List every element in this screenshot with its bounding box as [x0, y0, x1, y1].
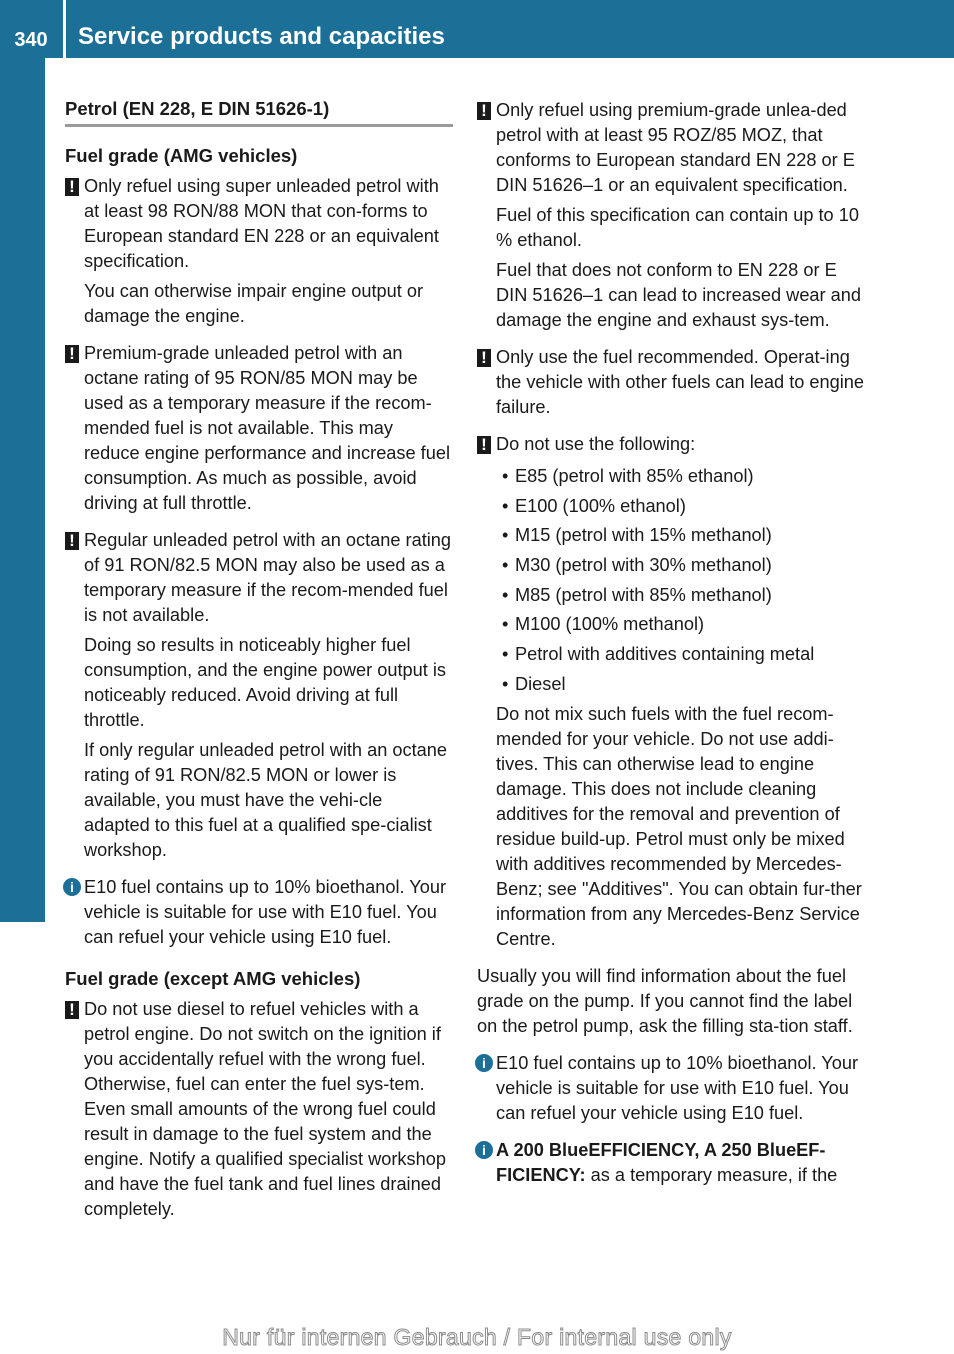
body-paragraph: Usually you will find information about the fuel grade on the pump. If you cannot find the label on the petrol pump, ask the filling sta-tion staff.	[477, 965, 853, 1036]
side-tab-label: Technical data	[9, 679, 39, 858]
note-text: Fuel that does not conform to EN 228 or E DIN 51626–1 can lead to increased wear and damage the engine and exhaust sys-tem.	[496, 260, 862, 330]
list-item: • M100 (100% methanol)	[496, 612, 869, 637]
info-icon	[475, 1141, 493, 1159]
warning-note	[477, 98, 869, 333]
info-note	[477, 1051, 869, 1126]
note-text: E10 fuel contains up to 10% bioethanol. Your vehicle is suitable for use with E10 fuel. You can refuel your vehicle using E10 fuel.	[496, 1052, 859, 1123]
list-item: • Diesel	[496, 672, 869, 697]
list-item: • M15 (petrol with 15% methanol)	[496, 523, 869, 548]
note-text: Doing so results in noticeably higher fuel consumption, and the engine power output is noticeably reduced. Avoid driving at full throttle.	[84, 635, 446, 730]
note-text: Only use the fuel recommended. Operat-ing the vehicle with other fuels can lead to engine failure.	[496, 347, 865, 417]
prohibited-fuels-list	[496, 464, 869, 697]
amg-fuel-grade-heading: Fuel grade (AMG vehicles)	[65, 145, 298, 166]
note-text: Only refuel using premium-grade unlea-ded petrol with at least 95 ROZ/85 MOZ, that conforms to European standard EN 228 or E DIN 51626–1 or an equivalent specification.	[496, 100, 855, 195]
list-item: • M30 (petrol with 30% methanol)	[496, 553, 869, 578]
note-text: You can otherwise impair engine output or damage the engine.	[84, 281, 424, 326]
warning-icon	[65, 345, 79, 363]
info-note	[477, 1138, 869, 1188]
header-divider	[63, 0, 66, 58]
page-number: 340	[14, 29, 48, 51]
right-column	[477, 98, 869, 1200]
warning-icon	[477, 349, 491, 367]
page-header	[0, 0, 954, 58]
list-item: • E100 (100% ethanol)	[496, 494, 869, 519]
info-icon	[475, 1054, 493, 1072]
warning-note	[65, 174, 453, 329]
note-text: Do not use the following:	[496, 434, 696, 454]
warning-icon	[477, 102, 491, 120]
note-text	[496, 1138, 869, 1188]
warning-icon	[477, 436, 491, 454]
note-text: Do not mix such fuels with the fuel recom-mended for your vehicle. Do not use addi-tives. This can otherwise lead to engine damage. This does not include cleaning additives for the removal and prevention of residue build-up. Petrol must only be mixed with additives recommended by Mercedes-Benz; see "Additives". You can obtain fur-ther information from any Mercedes-Benz Service Centre.	[496, 703, 862, 949]
warning-note	[477, 345, 869, 420]
note-text: Premium-grade unleaded petrol with an octane rating of 95 RON/85 MON may be used as a temporary measure if the recom-mended fuel is not available. This may reduce engine performance and increase fuel consumption. As much as possible, avoid driving at full throttle.	[84, 343, 451, 513]
note-text: Do not use diesel to refuel vehicles with a petrol engine. Do not switch on the ignition if you accidentally refuel with the wrong fuel. Otherwise, fuel can enter the fuel sys-tem. Even small amounts of the wrong fuel could result in damage to the fuel system and the engine. Notify a qualified specialist workshop and have the fuel tank and fuel lines drained completely.	[84, 999, 446, 1219]
list-item: • Petrol with additives containing metal	[496, 642, 869, 667]
note-text: Fuel of this specification can contain up to 10 % ethanol.	[496, 205, 859, 250]
model-label: A 200 BlueEFFICIENCY, A 250 BlueEF-FICIENCY:	[496, 1139, 826, 1185]
warning-note	[65, 997, 453, 1222]
internal-use-watermark: Nur für internen Gebrauch / For internal use only	[222, 1324, 732, 1350]
info-icon	[63, 878, 81, 896]
warning-note	[65, 528, 453, 863]
non-amg-fuel-grade-heading: Fuel grade (except AMG vehicles)	[65, 968, 361, 989]
warning-icon	[65, 532, 79, 550]
page-title: Service products and capacities	[78, 23, 445, 50]
left-column	[65, 96, 453, 1234]
list-item: • E85 (petrol with 85% ethanol)	[496, 464, 869, 489]
note-text: E10 fuel contains up to 10% bioethanol. Your vehicle is suitable for use with E10 fuel. You can refuel your vehicle using E10 fuel.	[84, 877, 447, 947]
section-heading: Petrol (EN 228, E DIN 51626-1)	[65, 96, 453, 127]
warning-note	[477, 432, 869, 952]
list-item: • M85 (petrol with 85% methanol)	[496, 583, 869, 608]
info-note	[65, 875, 453, 950]
warning-icon	[65, 1001, 79, 1019]
note-text: Only refuel using super unleaded petrol with at least 98 RON/88 MON that con-forms to European standard EN 228 or an equivalent specification.	[84, 176, 439, 271]
warning-note	[65, 341, 453, 516]
note-text: Regular unleaded petrol with an octane rating of 91 RON/82.5 MON may also be used as a temporary measure if the recom-mended fuel is not available.	[84, 530, 452, 625]
note-text: If only regular unleaded petrol with an octane rating of 91 RON/82.5 MON or lower is available, you must have the vehi-cle adapted to this fuel at a qualified spe-cialist workshop.	[84, 740, 447, 860]
warning-icon	[65, 178, 79, 196]
note-continuation: as a temporary measure, if the	[585, 1164, 838, 1185]
